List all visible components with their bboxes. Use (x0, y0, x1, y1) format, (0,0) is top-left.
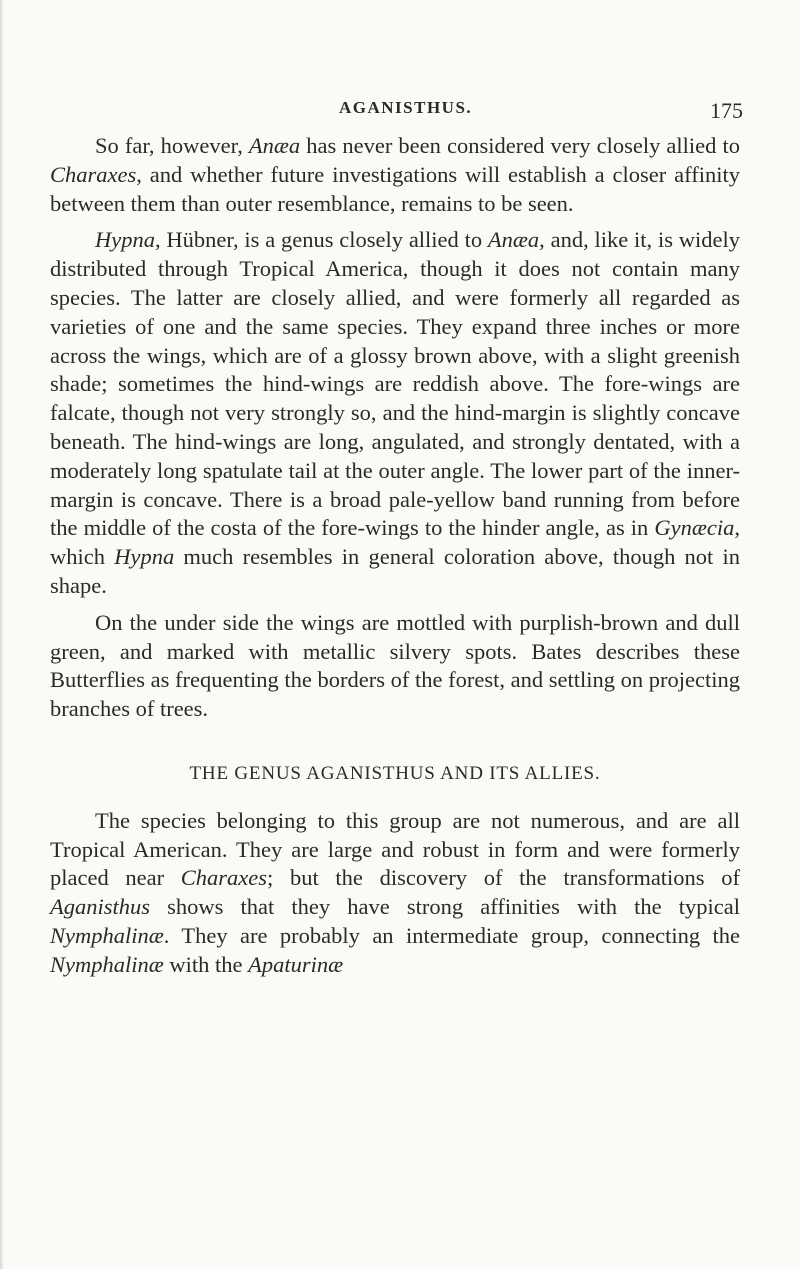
text-run: much resembles in general coloration above, though not in shape. (50, 544, 740, 598)
running-title: AGANISTHUS. (339, 98, 473, 117)
paragraph (50, 609, 740, 724)
text-run: , Hübner, is a genus closely allied to (155, 227, 488, 253)
text-run: , which (50, 515, 740, 570)
italic-term: Hypna (95, 227, 155, 253)
text-run: ; but the discovery of the transformations of (267, 865, 740, 891)
paragraph (50, 226, 740, 600)
paragraph (50, 807, 740, 980)
italic-term: Nymphalinæ (50, 951, 164, 977)
italic-term: Aganisthus (50, 894, 151, 920)
text-run: , and whether future investigations will establish a closer affinity between them than outer resemblance, remains to be seen. (50, 161, 740, 216)
running-head (0, 98, 800, 128)
text-run: On the under side the wings are mottled with purplish-brown and dull green, and marked with metallic silvery spots. Bates describes these Butterflies as frequenting the borders of the forest, and settling on projecting branches of trees. (50, 609, 740, 722)
italic-term: Hypna (114, 544, 175, 570)
page-number: 175 (710, 98, 743, 123)
italic-term: Charaxes (180, 865, 268, 891)
italic-term: Apaturinæ (248, 951, 344, 977)
section-heading: THE GENUS AGANISTHUS AND ITS ALLIES. (189, 762, 601, 784)
italic-term: Anæa (487, 227, 540, 253)
italic-term: Nymphalinæ (50, 922, 164, 948)
paragraphs-after-heading (50, 807, 740, 980)
body-text (50, 132, 740, 980)
text-run: has never been considered very closely allied to (300, 133, 740, 158)
italic-term: Anæa (248, 133, 301, 158)
text-run: The species belonging to this group are not numerous, and are all Tropical American. They are large and robust in form and were formerly placed near (50, 807, 740, 891)
paragraphs-before-heading (50, 132, 740, 724)
text-run: , and, like it, is widely distributed through Tropical America, though it does not contain many species. The latter are closely allied, and were formerly all regarded as varieties of one and the same species. They expand three inches or more across the wings, which are of a glossy brown above, with a slight greenish shade; sometimes the hind-wings are reddish above. The fore-wings are falcate, though not very strongly so, and the hind-margin is slightly concave beneath. The hind-wings are long, angulated, and strongly dentated, with a moderately long spatulate tail at the outer angle. The lower part of the inner-margin is concave. There is a broad pale-yellow band running from before the middle of the costa of the fore-wings to the hinder angle, as in (50, 227, 740, 541)
text-run: with the (163, 951, 249, 977)
italic-term: Gynæcia (654, 515, 735, 541)
text-run: . They are probably an intermediate group, connecting the (163, 922, 740, 948)
text-run: shows that they have strong affinities with the typical (150, 894, 740, 920)
italic-term: Charaxes (50, 161, 137, 187)
paragraph (50, 132, 740, 218)
text-run: So far, however, (95, 133, 249, 158)
page-binding-edge (0, 0, 4, 1269)
